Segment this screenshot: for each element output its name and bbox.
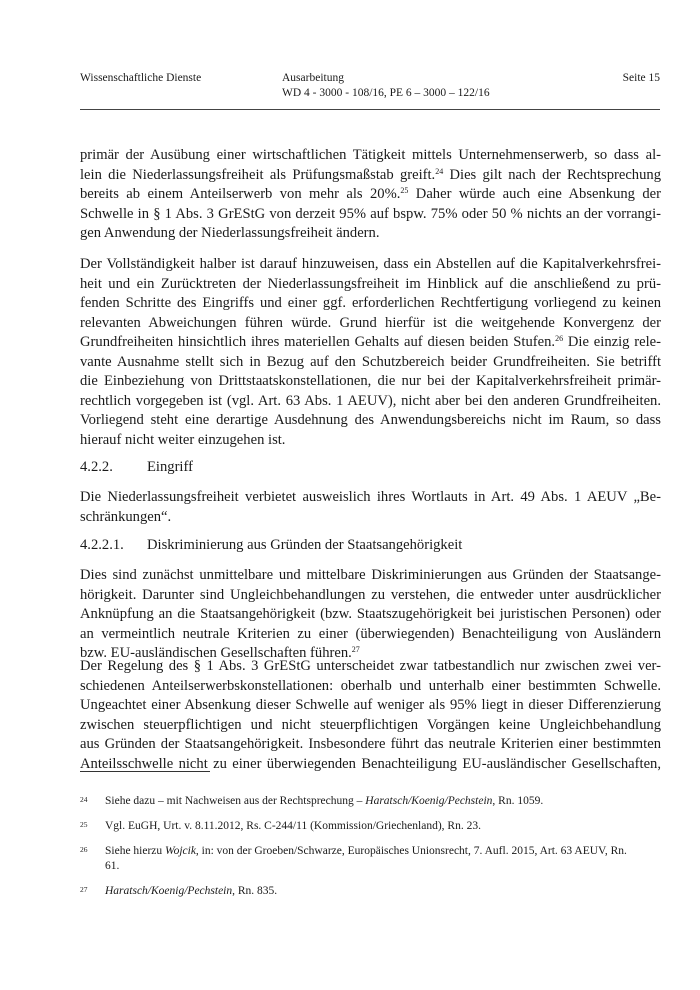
text-line: relevanten Abweichungen führen würde. Grund hierfür ist die weitgehende Konvergenz der <box>80 314 661 331</box>
header-document-ref <box>282 71 490 101</box>
text-line: an vermeintlich neutrale Kriterien zu einer (überwiegenden) Benachteiligung von Ausländern <box>80 625 661 642</box>
section-number: 4.2.2. <box>80 459 113 475</box>
footnote-number: 26 <box>80 845 88 854</box>
text-line: hierauf nicht weiter einzugehen ist. <box>80 431 286 448</box>
text-line: aus Gründen der Staatsangehörigkeit. Insbesondere führt das neutrale Kriterien einer bestimmten <box>80 736 661 752</box>
text-line: Anknüpfung an die Staatsangehörigkeit (bzw. Staatszugehörigkeit bei juristischen Personen) oder <box>80 606 661 622</box>
text-line: Dies sind zunächst unmittelbare und mittelbare Diskriminierungen aus Gründen der Staatsange- <box>80 567 661 583</box>
text-line: bereits ab einem Anteilserwerb von mehr als 20%.$^{25}$ Daher würde auch eine Absenkung der <box>80 186 661 202</box>
footnote-ref-26[interactable]: 26 <box>555 334 564 343</box>
text-line: vante Ausnahme stellt sich in Bezug auf den Schutzbereich beider Grundfreiheiten. Sie betrifft <box>80 353 661 370</box>
text-line: schränkungen“. <box>80 508 172 525</box>
text-line: hörigkeit. Darunter sind Ungleichbehandlungen zu verstehen, die entweder unter ausdrücklicher <box>80 586 661 603</box>
text-line: lein die Niederlassungsfreiheit als Prüfungsmaßstab greift.$^{24}$ Dies gilt nach der Rechtsprechung <box>80 166 661 183</box>
paragraph-1 <box>80 146 661 244</box>
section-title: Eingriff <box>147 459 193 475</box>
paragraph-5 <box>80 657 661 774</box>
footnote-text: Haratsch/Koenig/Pechstein, Rn. 835. <box>105 885 278 897</box>
text-line: Die Niederlassungsfreiheit verbietet ausweislich ihres Wortlauts in Art. 49 Abs. 1 AEUV „Be- <box>80 489 661 505</box>
page-header <box>80 71 660 111</box>
subsection-heading <box>80 536 462 556</box>
text-line: primär der Ausübung einer wirtschaftlichen Tätigkeit mittels Unternehmenserwerb, so dass al- <box>80 147 661 163</box>
text-line: die Einbeziehung von Drittstaatskonstellationen, die nur bei der Kapitalverkehrsfreiheit primär- <box>80 373 661 389</box>
footnote-divider <box>80 771 210 772</box>
page-number: Seite 15 <box>622 72 660 84</box>
section-number: 4.2.2.1. <box>80 537 124 553</box>
text-line: Der Vollständigkeit halber ist darauf hinzuweisen, dass ein Abstellen auf die Kapitalverkehrsfrei- <box>80 256 661 272</box>
text-line: zwischen steuerpflichtigen und nicht steuerpflichtigen Vorgängen keine Ungleichbehandlung <box>80 716 661 733</box>
footnote-ref-24[interactable]: 24 <box>435 166 444 176</box>
text-line: Ungeachtet einer Absenkung dieser Schwelle auf weniger als 95% liegt in dieser Differenzierung <box>80 697 661 713</box>
header-doc-number: WD 4 - 3000 - 108/16, PE 6 – 3000 – 122/16 <box>282 87 490 99</box>
text-line: heit und ein Zurücktreten der Niederlassungsfreiheit im Hinblick auf die anschließend zu prü- <box>80 275 661 292</box>
header-divider <box>80 109 660 110</box>
text-line: Der Regelung des § 1 Abs. 3 GrEStG unterscheidet zwar tatbestandlich nur zwischen zwei ver- <box>80 658 661 674</box>
text-line: schiedenen Anteilserwerbskonstellationen: oberhalb und unterhalb einer bestimmten Schwelle. <box>80 677 661 694</box>
text-line: bzw. EU-ausländischen Gesellschaften führen.$^{27}$ <box>80 645 360 661</box>
footnote-ref-25[interactable]: 25 <box>400 186 409 195</box>
paragraph-4 <box>80 566 661 664</box>
header-institution: Wissenschaftliche Dienste <box>80 72 202 84</box>
section-title: Diskriminierung aus Gründen der Staatsangehörigkeit <box>147 537 463 553</box>
text-line: Vorliegend steht eine derartige Ausdehnung des Anwendungsbereichs nicht im Raum, so dass <box>80 412 661 428</box>
footnote-text: Siehe dazu – mit Nachweisen aus der Rechtsprechung – Haratsch/Koenig/Pechstein, Rn. 1059. <box>105 795 544 807</box>
section-heading <box>80 458 193 478</box>
paragraph-2 <box>80 255 661 450</box>
footnote-25 <box>80 819 661 834</box>
footnote-27 <box>80 884 661 899</box>
text-line: fenden Schritte des Eingriffs und einer ggf. erforderlichen Rechtfertigung vorliegend zu keinen <box>80 295 661 311</box>
footnote-24 <box>80 794 661 809</box>
footnote-number: 27 <box>80 885 88 894</box>
header-doc-type: Ausarbeitung <box>282 72 344 84</box>
footnote-text: Vgl. EuGH, Urt. v. 8.11.2012, Rs. C-244/11 (Kommission/Griechenland), Rn. 23. <box>105 820 481 832</box>
text-line: rechtlich vorgegeben ist (vgl. Art. 63 Abs. 1 AEUV), nicht aber bei den anderen Grundfreiheiten. <box>80 392 661 409</box>
footnote-number: 25 <box>80 820 88 829</box>
footnote-26 <box>80 844 661 874</box>
text-line: Anteilsschwelle nicht zu einer überwiegenden Benachteiligung EU-ausländischer Gesellschaften, <box>80 755 661 772</box>
footnote-number: 24 <box>80 795 88 804</box>
text-line: Grundfreiheiten hinsichtlich ihres materiellen Gehalts auf diesen beiden Stufen.$^{26}$ Die einzig rele- <box>80 334 661 350</box>
footnote-text: Siehe hierzu Wojcik, in: von der Groeben/Schwarze, Europäisches Unionsrecht, 7. Aufl. 2015, Art. 63 AEUV, Rn. 61. <box>105 845 627 872</box>
footnote-ref-27[interactable]: 27 <box>351 645 360 654</box>
text-line: Schwelle in § 1 Abs. 3 GrEStG von derzeit 95% auf bspw. 75% oder 50 % nichts an der vorrangi- <box>80 205 661 222</box>
paragraph-3 <box>80 488 661 527</box>
text-line: gen Anwendung der Niederlassungsfreiheit ändern. <box>80 225 380 241</box>
